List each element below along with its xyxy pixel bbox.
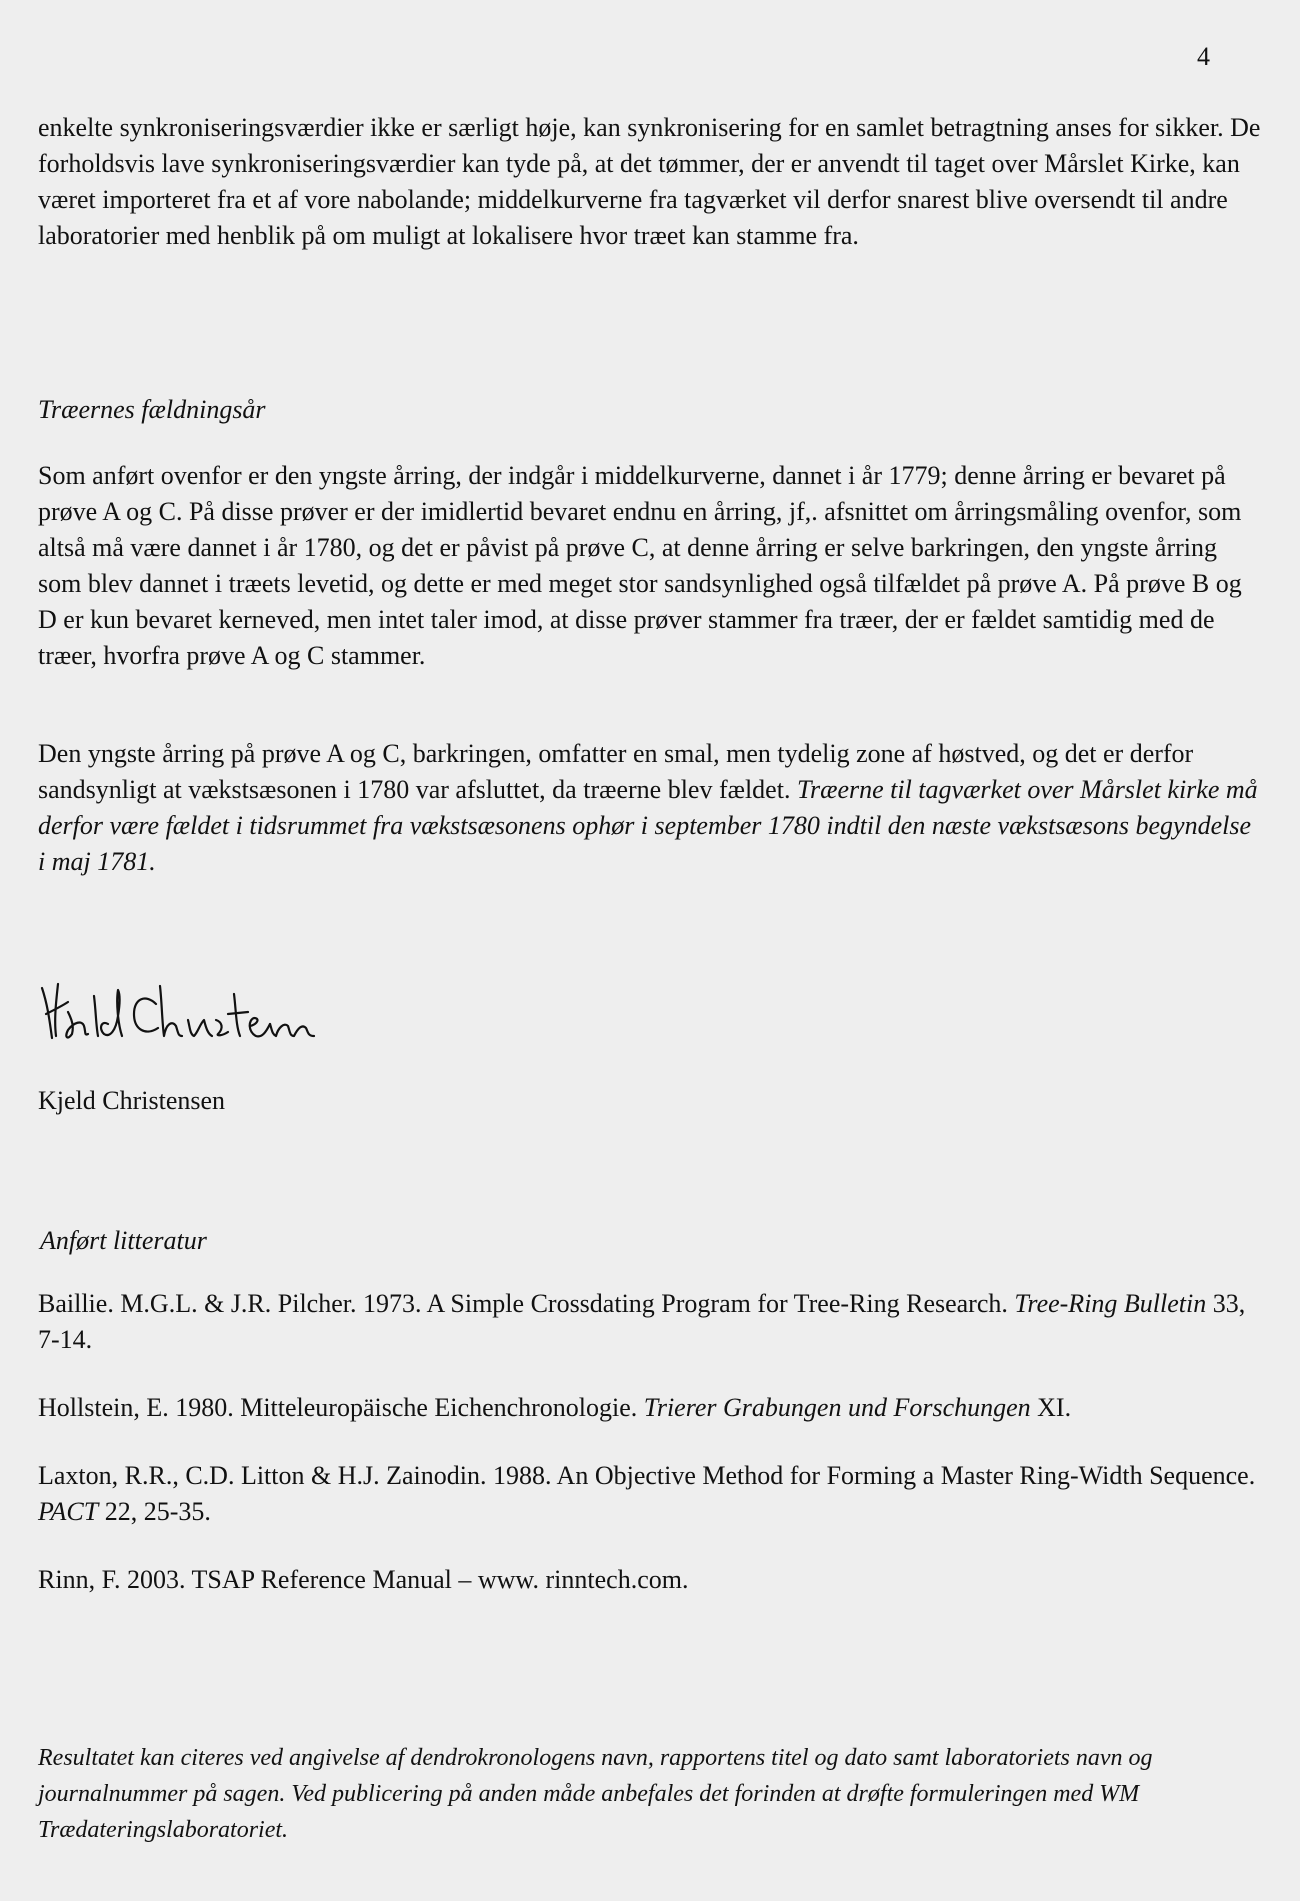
handwritten-signature	[38, 976, 328, 1046]
heading-felling-year: Træernes fældningsår	[38, 395, 266, 424]
heading-literature: Anført litteratur	[40, 1226, 207, 1255]
reference-item: Hollstein, E. 1980. Mitteleuropäische Eichenchronologie. Trierer Grabungen und Forschungen XI.	[38, 1393, 1072, 1422]
author-name: Kjeld Christensen	[38, 1086, 226, 1115]
signature-drawing	[38, 976, 328, 1046]
paragraph-synchronisation: enkelte synkroniseringsværdier ikke er særligt høje, kan synkronisering for en samlet betragtning anses for sikker. De forholdsvis lave synkroniseringsværdier kan tyde på, at det tømmer, der er anvendt til taget over Mårslet Kirke, kan været importeret fra et af vore nabolande; middelkurverne fra tagværket vil derfor snarest blive oversendt til andre laboratorier med henblik på om muligt at lokalisere hvor træet kan stamme fra.	[38, 113, 1261, 250]
conclusion-italic-text: Træerne til tagværket over Mårslet kirke må derfor være fældet i tidsrummet fra vækstsæsonens ophør i september 1780 indtil den næste vækstsæsons begyndelse i maj 1781.	[38, 775, 1258, 876]
page-number: 4	[1197, 42, 1210, 71]
conclusion-regular-text: Den yngste årring på prøve A og C, barkringen, omfatter en smal, men tydelig zone af høstved, og det er derfor sandsynligt at vækstsæsonen i 1780 var afsluttet, da træerne blev fældet.	[38, 739, 1194, 804]
paragraph-youngest-ring: Som anført ovenfor er den yngste årring, der indgår i middelkurverne, dannet i år 1779; denne årring er bevaret på prøve A og C. På disse prøver er der imidlertid bevaret endnu en årring, jf,. afsnittet om årringsmåling ovenfor, som altså må være dannet i år 1780, og det er påvist på prøve C, at denne årring er selve barkringen, den yngste årring som blev dannet i træets levetid, og dette er med meget stor sandsynlighed også tilfældet på prøve A. På prøve B og D er kun bevaret kerneved, men intet taler imod, at disse prøver stammer fra træer, der er fældet samtidig med de træer, hvorfra prøve A og C stammer.	[38, 461, 1242, 670]
paragraph-felling-conclusion	[38, 736, 1263, 880]
reference-list	[38, 1286, 1263, 1630]
reference-item: Rinn, F. 2003. TSAP Reference Manual – www. rinntech.com.	[38, 1565, 689, 1594]
reference-item: Laxton, R.R., C.D. Litton & H.J. Zainodin. 1988. An Objective Method for Forming a Master Ring-Width Sequence. PACT 22, 25-35.	[38, 1461, 1256, 1526]
reference-item: Baillie. M.G.L. & J.R. Pilcher. 1973. A Simple Crossdating Program for Tree-Ring Research. Tree-Ring Bulletin 33, 7-14.	[38, 1289, 1246, 1354]
citation-footer-note: Resultatet kan citeres ved angivelse af dendrokronologens navn, rapportens titel og dato samt laboratoriets navn og journalnummer på sagen. Ved publicering på anden måde anbefales det forinden at drøfte formuleringen med WM Trædateringslaboratoriet.	[38, 1745, 1153, 1843]
